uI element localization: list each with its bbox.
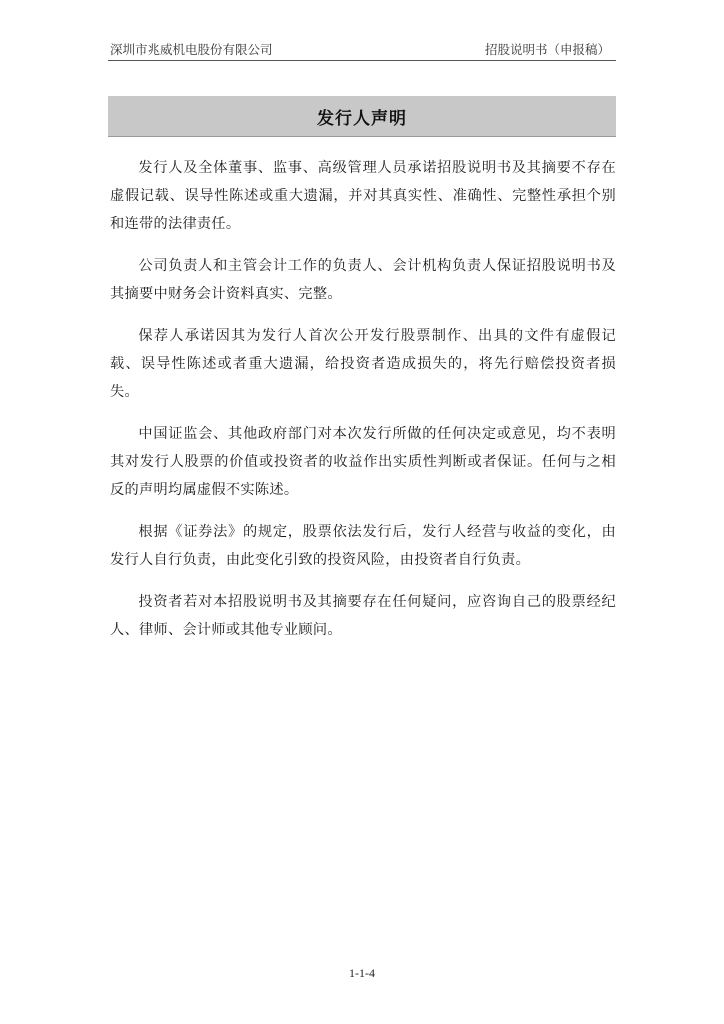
statement-paragraph: 根据《证券法》的规定，股票依法发行后，发行人经营与收益的变化，由发行人自行负责，由此变化引致的投资风险，由投资者自行负责。: [110, 524, 616, 568]
page-number: 1-1-4: [349, 966, 375, 980]
statement-paragraph: 中国证监会、其他政府部门对本次发行所做的任何决定或意见，均不表明其对发行人股票的价值或投资者的收益作出实质性判断或者保证。任何与之相反的声明均属虚假不实陈述。: [110, 426, 616, 498]
header-document-type: 招股说明书（申报稿）: [484, 42, 610, 57]
statement-paragraph: 投资者若对本招股说明书及其摘要存在任何疑问，应咨询自己的股票经纪人、律师、会计师或其他专业顾问。: [110, 594, 616, 638]
header-company-name: 深圳市兆威机电股份有限公司: [110, 42, 273, 57]
header-divider: [108, 60, 616, 61]
statement-paragraph: 公司负责人和主管会计工作的负责人、会计机构负责人保证招股说明书及其摘要中财务会计资料真实、完整。: [110, 258, 616, 302]
page-title: 发行人声明: [317, 108, 407, 129]
section-title-band: [108, 96, 616, 137]
statement-paragraph: 发行人及全体董事、监事、高级管理人员承诺招股说明书及其摘要不存在虚假记载、误导性陈述或重大遗漏，并对其真实性、准确性、完整性承担个别和连带的法律责任。: [110, 160, 616, 232]
statement-body: [110, 154, 616, 658]
statement-paragraph: 保荐人承诺因其为发行人首次公开发行股票制作、出具的文件有虚假记载、误导性陈述或者重大遗漏，给投资者造成损失的，将先行赔偿投资者损失。: [110, 328, 616, 400]
